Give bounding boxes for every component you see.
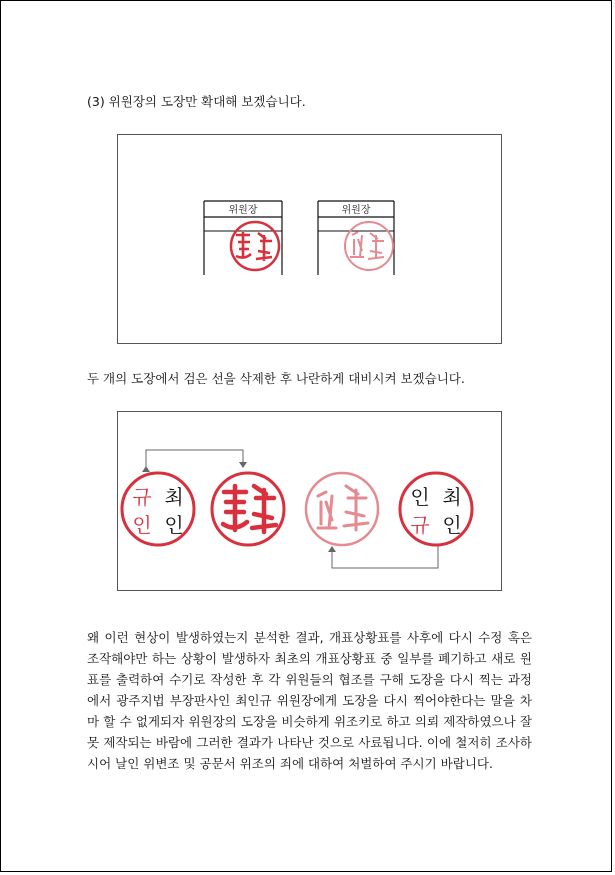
seal-a-red-top: 규 [132,485,152,509]
figure-seal-zoom-svg [118,135,501,343]
figure-seal-zoom [117,134,502,344]
seal-a-black-bottom: 인 [164,513,184,537]
right-seal [345,222,393,270]
figure-seal-comparison [117,411,502,591]
right-cell-label: 위원장 [341,205,371,216]
arrow-top [142,450,247,472]
paragraph-3: 왜 이런 현상이 발생하였는지 분석한 결과, 개표상황표를 사후에 다시 수정 혹은 조작해야만 하는 상황이 발생하자 최초의 개표상황표 중 일부를 폐기하고 새로 원표를 출력하여 수기로 작성한 후 각 위원들의 협조를 구해 도장을 다시 찍는 과정에서 광주지법 부장판사인 최인규 위원장에게 도장을 다시 찍어야한다는 말을 차마 할 수 없게되자 위원장의 도장을 비슷하게 위조키로 하고 의뢰 제작하였으나 잘못 제작되는 바람에 그러한 결과가 나타난 것으로 사료됩니다. 이에 철저히 조사하시어 날인 위변조 및 공문서 위조의 죄에 대하여 처벌하여 주시기 바랍니다. [87,630,532,771]
figure-seal-comparison-svg [118,412,501,590]
left-seal-cell [204,201,282,275]
seal-c [306,473,378,545]
seal-d [400,473,472,545]
right-seal-cell [318,201,394,275]
seal-d-black-top-left: 인 [410,485,430,509]
seal-a-black-top: 최 [164,485,184,509]
seal-b [212,473,284,545]
left-seal [231,222,279,270]
paragraph-1: (3) 위원장의 도장만 확대해 보겠습니다. [87,94,306,109]
seal-a [122,473,194,545]
seal-d-red-bottom-left: 규 [410,513,430,537]
paragraph-2: 두 개의 도장에서 검은 선을 삭제한 후 나란하게 대비시켜 보겠습니다. [87,371,465,386]
seal-d-black-top-right: 최 [442,485,462,509]
seal-d-black-bottom-right: 인 [442,513,462,537]
seal-a-red-bottom: 인 [132,513,152,537]
left-cell-label: 위원장 [228,205,258,216]
